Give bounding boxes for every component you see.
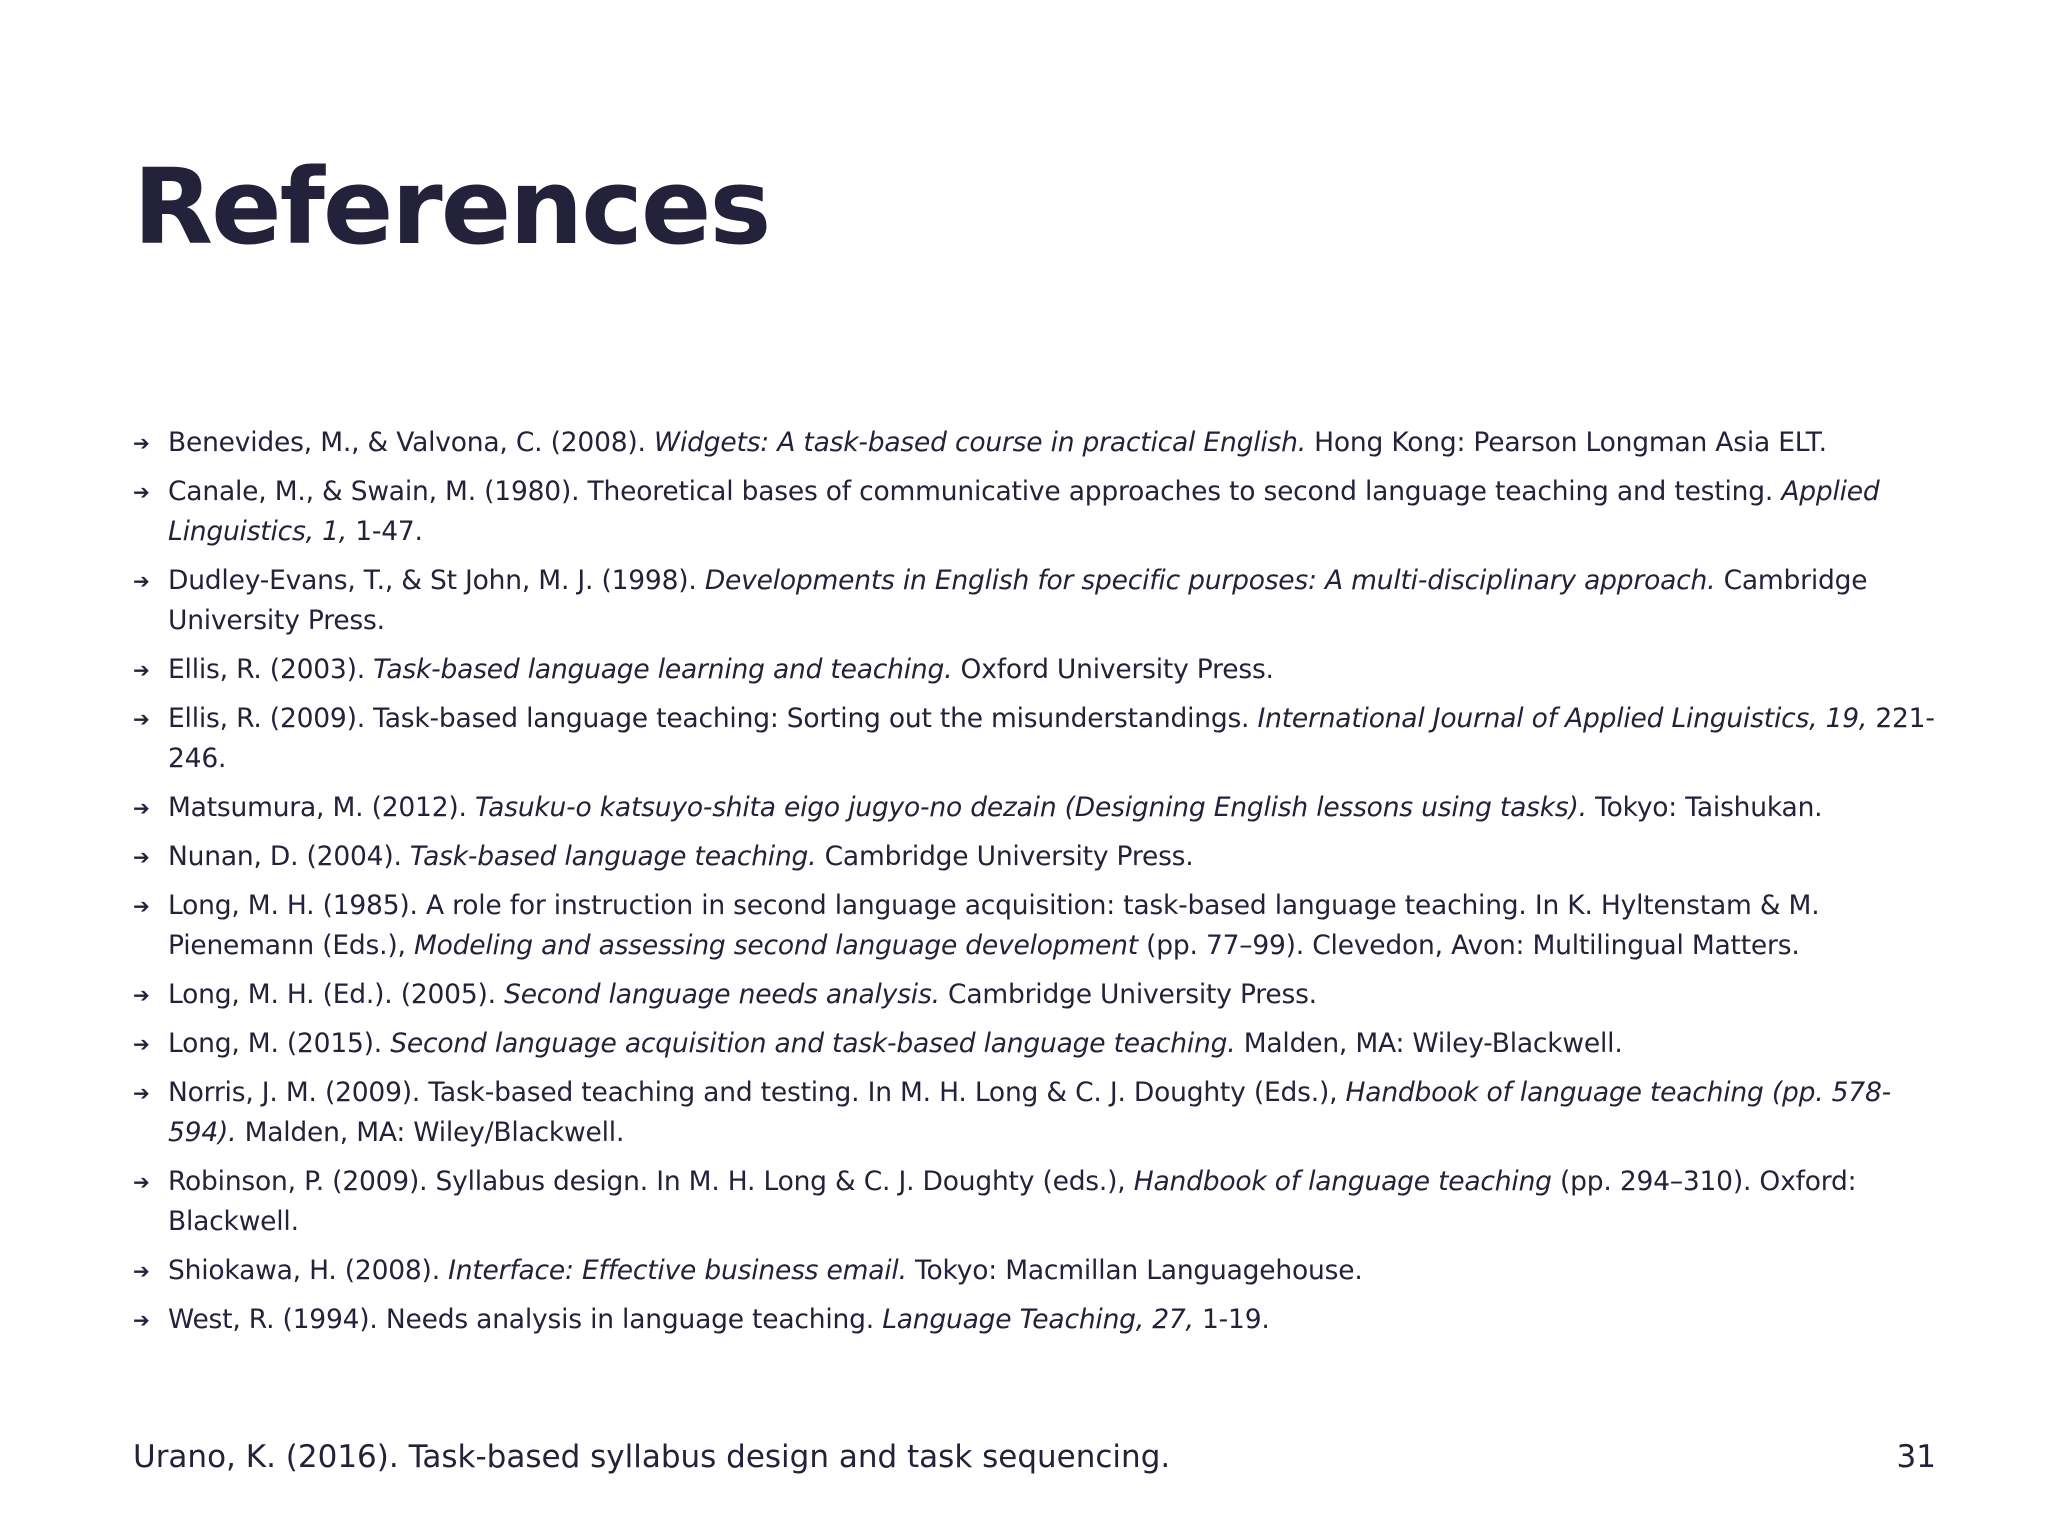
arrow-right-icon: ➔ <box>133 480 150 504</box>
reference-text: Norris, J. M. (2009). Task-based teaching and testing. In M. H. Long & C. J. Doughty (Eds.), <box>168 1077 1346 1108</box>
reference-text: Matsumura, M. (2012). <box>168 792 475 823</box>
reference-item <box>133 472 1943 552</box>
reference-item <box>133 1251 1943 1291</box>
reference-text: Robinson, P. (2009). Syllabus design. In M. H. Long & C. J. Doughty (eds.), <box>168 1166 1134 1197</box>
footer-citation: Urano, K. (2016). Task-based syllabus design and task sequencing. <box>133 1439 1171 1475</box>
reference-italic-title: Handbook of language teaching <box>1133 1166 1552 1197</box>
reference-publisher: 221-246. <box>168 703 1935 774</box>
arrow-right-icon: ➔ <box>133 1259 150 1283</box>
arrow-right-icon: ➔ <box>133 894 150 918</box>
page-title: References <box>133 146 770 268</box>
reference-text: Shiokawa, H. (2008). <box>168 1255 449 1286</box>
reference-text: West, R. (1994). Needs analysis in language teaching. <box>168 1304 883 1335</box>
arrow-right-icon: ➔ <box>133 707 150 731</box>
reference-italic-title: Modeling and assessing second language development <box>413 930 1138 961</box>
reference-publisher: Malden, MA: Wiley/Blackwell. <box>236 1117 625 1148</box>
reference-text: Long, M. H. (1985). A role for instruction in second language acquisition: task-based language teaching. In K. Hyltenstam & M. Pienemann (Eds.), <box>168 890 1820 961</box>
reference-italic-title: Developments in English for specific purposes: A multi-disciplinary approach. <box>704 565 1716 596</box>
reference-publisher: Cambridge University Press. <box>168 565 1868 636</box>
arrow-right-icon: ➔ <box>133 569 150 593</box>
reference-item <box>133 561 1943 641</box>
arrow-right-icon: ➔ <box>133 845 150 869</box>
reference-italic-title: International Journal of Applied Linguistics, 19, <box>1257 703 1868 734</box>
reference-text: Long, M. (2015). <box>168 1028 391 1059</box>
reference-publisher: Tokyo: Macmillan Languagehouse. <box>906 1255 1363 1286</box>
reference-text: Ellis, R. (2009). Task-based language teaching: Sorting out the misunderstandings. <box>168 703 1258 734</box>
reference-publisher: 1-47. <box>346 516 423 547</box>
reference-publisher: Cambridge University Press. <box>939 979 1317 1010</box>
reference-italic-title: Interface: Effective business email. <box>448 1255 907 1286</box>
reference-italic-title: Task-based language teaching. <box>409 841 817 872</box>
page-number: 31 <box>1896 1439 1936 1475</box>
reference-italic-title: Widgets: A task-based course in practical English. <box>654 427 1306 458</box>
reference-item <box>133 886 1943 966</box>
arrow-right-icon: ➔ <box>133 1170 150 1194</box>
arrow-right-icon: ➔ <box>133 1032 150 1056</box>
reference-text: Canale, M., & Swain, M. (1980). Theoretical bases of communicative approaches to second language teaching and testing. <box>168 476 1782 507</box>
reference-publisher: Oxford University Press. <box>952 654 1274 685</box>
arrow-right-icon: ➔ <box>133 431 150 455</box>
reference-item <box>133 699 1943 779</box>
arrow-right-icon: ➔ <box>133 1308 150 1332</box>
reference-item <box>133 1073 1943 1153</box>
reference-publisher: Malden, MA: Wiley-Blackwell. <box>1235 1028 1623 1059</box>
reference-text: Dudley-Evans, T., & St John, M. J. (1998). <box>168 565 705 596</box>
reference-publisher: Hong Kong: Pearson Longman Asia ELT. <box>1305 427 1827 458</box>
reference-italic-title: Applied Linguistics, 1, <box>168 476 1880 547</box>
reference-list <box>133 423 1943 1349</box>
reference-publisher: (pp. 294–310). Oxford: Blackwell. <box>168 1166 1857 1237</box>
reference-item <box>133 788 1943 828</box>
reference-publisher: (pp. 77–99). Clevedon, Avon: Multilingual Matters. <box>1137 930 1800 961</box>
reference-publisher: Tokyo: Taishukan. <box>1586 792 1823 823</box>
reference-italic-title: Second language acquisition and task-based language teaching. <box>390 1028 1236 1059</box>
reference-italic-title: Handbook of language teaching (pp. 578-594). <box>168 1077 1891 1148</box>
reference-italic-title: Language Teaching, 27, <box>882 1304 1194 1335</box>
reference-item <box>133 650 1943 690</box>
arrow-right-icon: ➔ <box>133 796 150 820</box>
reference-item <box>133 837 1943 877</box>
reference-italic-title: Task-based language learning and teaching. <box>373 654 953 685</box>
arrow-right-icon: ➔ <box>133 1081 150 1105</box>
reference-text: Nunan, D. (2004). <box>168 841 410 872</box>
reference-item <box>133 1024 1943 1064</box>
reference-text: Benevides, M., & Valvona, C. (2008). <box>168 427 654 458</box>
arrow-right-icon: ➔ <box>133 983 150 1007</box>
reference-publisher: Cambridge University Press. <box>816 841 1194 872</box>
reference-text: Long, M. H. (Ed.). (2005). <box>168 979 505 1010</box>
reference-publisher: 1-19. <box>1193 1304 1270 1335</box>
reference-italic-title: Second language needs analysis. <box>504 979 940 1010</box>
reference-item <box>133 1300 1943 1340</box>
reference-italic-title: Tasuku-o katsuyo-shita eigo jugyo-no dezain (Designing English lessons using tasks). <box>474 792 1587 823</box>
reference-item <box>133 975 1943 1015</box>
reference-text: Ellis, R. (2003). <box>168 654 374 685</box>
reference-item <box>133 1162 1943 1242</box>
arrow-right-icon: ➔ <box>133 658 150 682</box>
reference-item <box>133 423 1943 463</box>
